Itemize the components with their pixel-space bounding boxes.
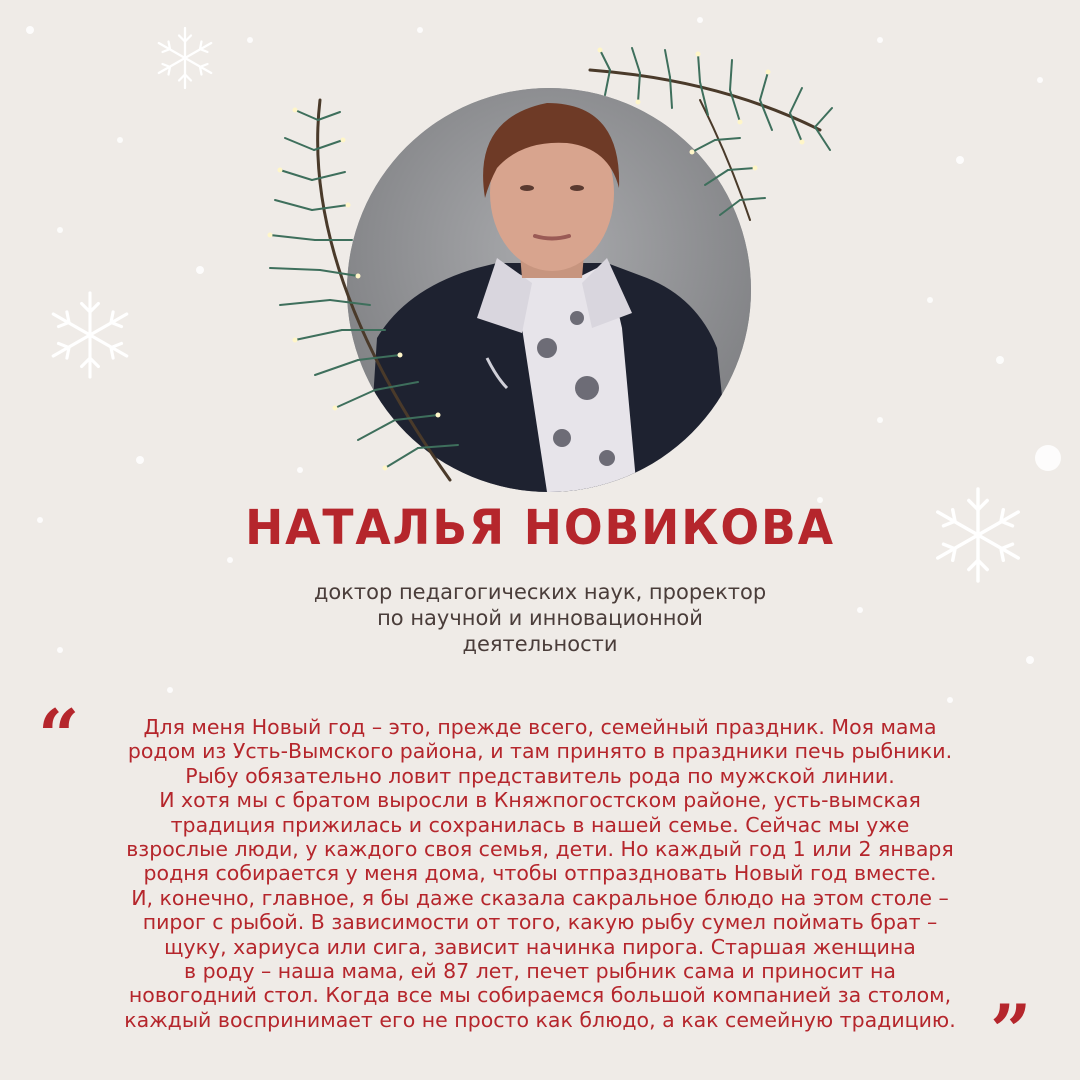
role-line: доктор педагогических наук, проректор [313,580,767,604]
role-line: по научной и инновационной [377,606,703,630]
pine-branch-icon [240,90,480,490]
person-role [240,579,840,657]
quote-line: Рыбу обязательно ловит представитель рода по мужской линии. [185,763,895,788]
person-name: НАТАЛЬЯ НОВИКОВА [245,500,835,556]
quote-line: взрослые люди, у каждого своя семья, дети. Но каждый год 1 или 2 января [126,837,954,862]
quote-line: родня собирается у меня дома, чтобы отпраздновать Новый год вместе. [143,861,937,886]
snowflake-icon [159,28,212,88]
quote-line: родом из Усть-Вымского района, и там принято в праздники печь рыбники. [127,739,953,764]
quote-close-icon: ” [990,988,1032,1073]
quote-line: И, конечно, главное, я бы даже сказала сакральное блюдо на этом столе – [131,885,949,910]
quote-line: Для меня Новый год – это, прежде всего, семейный праздник. Моя мама [143,715,937,739]
quote-line: пирог с рыбой. В зависимости от того, какую рыбу сумел поймать брат – [142,910,938,935]
quote-line: в роду – наша мама, ей 87 лет, печет рыбник сама и приносит на [184,959,896,984]
quote-text [80,715,1000,1032]
role-line: деятельности [462,632,618,656]
quote-line: новогодний стол. Когда все мы собираемся большой компанией за столом, [128,983,952,1008]
quote-open-icon: “ [38,693,80,778]
quote-line: И хотя мы с братом выросли в Княжпогостском районе, усть-вымская [159,788,921,813]
quote-line: щуку, хариуса или сига, зависит начинка пирога. Старшая женщина [164,934,916,959]
quote-line: традиция прижилась и сохранилась в нашей семье. Сейчас мы уже [170,812,910,837]
quote-line: каждый воспринимает его не просто как блюдо, а как семейную традицию. [124,1007,956,1032]
pine-branch-icon [580,40,840,230]
snowflake-icon [53,293,127,377]
